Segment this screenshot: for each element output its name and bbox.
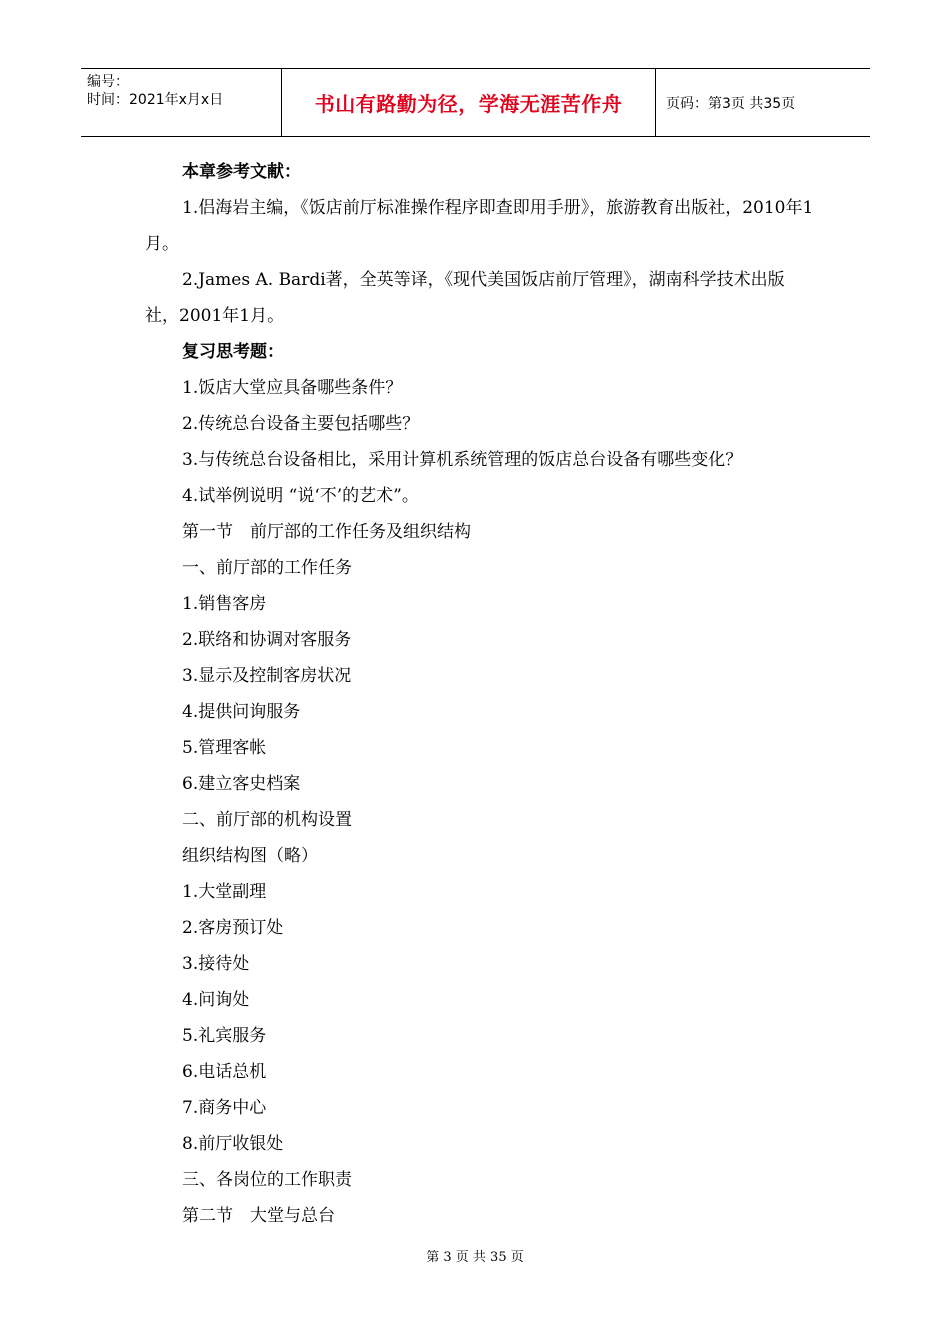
- document-body: [145, 154, 815, 1234]
- page-header: [81, 68, 870, 137]
- department-item: 2.客房预订处: [182, 918, 284, 938]
- part-title: 二、前厅部的机构设置: [182, 810, 352, 830]
- review-question: 1.饭店大堂应具备哪些条件？: [182, 378, 403, 398]
- task-item: 1.销售客房: [182, 594, 267, 614]
- department-item: 4.问询处: [182, 990, 250, 1010]
- page-footer: 第 3 页 共 35 页: [426, 1250, 524, 1265]
- department-item: 5.礼宾服务: [182, 1026, 267, 1046]
- review-question: 3.与传统总台设备相比，采用计算机系统管理的饭店总台设备有哪些变化？: [182, 450, 743, 470]
- section-title: 第二节 大堂与总台: [182, 1206, 335, 1226]
- header-date-label: 时间：2021年x月x日: [87, 92, 224, 108]
- review-question: 4.试举例说明 “说‘不’的艺术”。: [182, 486, 419, 506]
- task-item: 4.提供问询服务: [182, 702, 301, 722]
- reference-item: 1.侣海岩主编，《饭店前厅标准操作程序即查即用手册》，旅游教育出版社，2010年1月。: [145, 198, 814, 254]
- task-item: 2.联络和协调对客服务: [182, 630, 352, 650]
- org-chart-note: 组织结构图（略）: [182, 846, 318, 866]
- task-item: 3.显示及控制客房状况: [182, 666, 352, 686]
- part-title: 三、各岗位的工作职责: [182, 1170, 352, 1190]
- department-item: 7.商务中心: [182, 1098, 267, 1118]
- header-number-label: 编号：: [87, 74, 129, 90]
- review-heading: 复习思考题：: [182, 342, 284, 362]
- header-meta: [81, 69, 282, 136]
- task-item: 6.建立客史档案: [182, 774, 301, 794]
- header-page-label: 页码：第3页 共35页: [666, 95, 796, 112]
- department-item: 6.电话总机: [182, 1062, 267, 1082]
- department-item: 1.大堂副理: [182, 882, 267, 902]
- references-heading: 本章参考文献：: [182, 162, 301, 182]
- task-item: 5.管理客帐: [182, 738, 267, 758]
- part-title: 一、前厅部的工作任务: [182, 558, 352, 578]
- department-item: 3.接待处: [182, 954, 250, 974]
- header-motto: 书山有路勤为径，学海无涯苦作舟: [282, 69, 656, 136]
- department-item: 8.前厅收银处: [182, 1134, 284, 1154]
- section-title: 第一节 前厅部的工作任务及组织结构: [182, 522, 471, 542]
- review-question: 2.传统总台设备主要包括哪些？: [182, 414, 420, 434]
- reference-item: 2.James A. Bardi著，全英等译，《现代美国饭店前厅管理》，湖南科学技术出版社，2001年1月。: [145, 270, 785, 326]
